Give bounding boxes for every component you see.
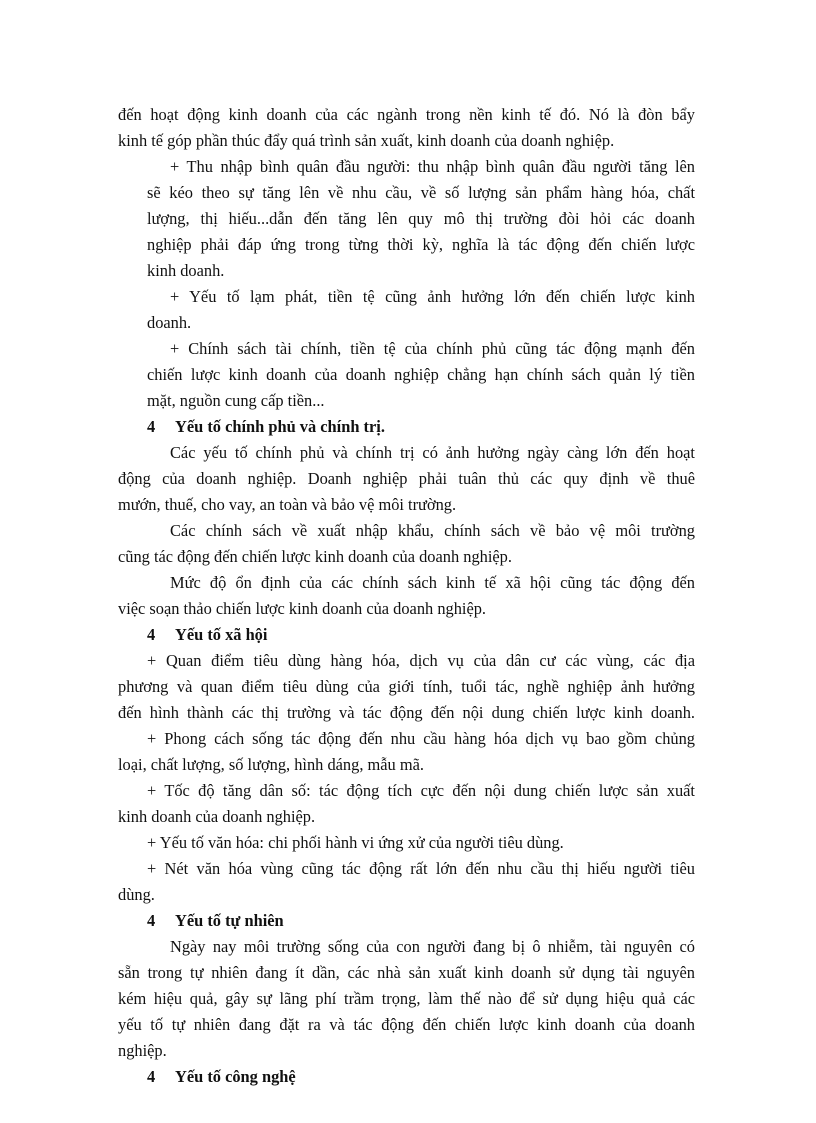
body-text-line: dùng. [118,885,155,904]
body-text-line: kinh doanh. [147,261,225,280]
bullet-item-culture: + Yếu tố văn hóa: chi phối hành vi ứng xử của người tiêu dùng. [147,833,564,852]
section-heading-social [147,622,267,648]
body-text-line: cũng tác động đến chiến lược kinh doanh của doanh nghiệp. [118,547,512,566]
body-text-line: việc soạn thảo chiến lược kinh doanh của doanh nghiệp. [118,599,487,618]
heading-marker: 4 [147,911,156,930]
bullet-item-consumption: + Quan điểm tiêu dùng hàng hóa, dịch vụ của dân cư các vùng, các địa [147,651,695,670]
body-text-line: mặt, nguồn cung cấp tiền... [147,391,325,410]
heading-marker: 4 [147,1067,156,1086]
heading-text: Yếu tố công nghệ [175,1067,296,1086]
heading-marker: 4 [147,417,156,436]
bullet-item-fiscal-policy: + Chính sách tài chính, tiền tệ của chính phủ cũng tác động mạnh đến [170,339,695,358]
body-text-line: loại, chất lượng, số lượng, hình dáng, mẫu mã. [118,755,424,774]
bullet-item-lifestyle: + Phong cách sống tác động đến nhu cầu hàng hóa dịch vụ bao gồm chủng [147,729,695,748]
body-text-line: đến hoạt động kinh doanh của các ngành trong nền kinh tế đó. Nó là đòn bẩy [118,105,695,124]
body-text-line: đến hình thành các thị trường và tác động đến nội dung chiến lược kinh doanh. [118,703,695,722]
section-heading-government [147,414,385,440]
body-text-line: Ngày nay môi trường sống của con người đang bị ô nhiễm, tài nguyên có [170,937,695,956]
body-text-line: yếu tố tự nhiên đang đặt ra và tác động đến chiến lược kinh doanh của doanh [118,1015,695,1034]
body-text-line: Mức độ ổn định của các chính sách kinh tế xã hội cũng tác động đến [170,573,695,592]
section-heading-nature [147,908,284,934]
body-text-line: Các chính sách về xuất nhập khẩu, chính sách về bảo vệ môi trường [170,521,695,540]
bullet-item-regional-culture: + Nét văn hóa vùng cũng tác động rất lớn đến nhu cầu thị hiếu người tiêu [147,859,695,878]
heading-text: Yếu tố xã hội [175,625,268,644]
body-text-line: nghiệp phải đáp ứng trong từng thời kỳ, nghĩa là tác động đến chiến lược [147,235,695,254]
heading-text: Yếu tố tự nhiên [175,911,284,930]
body-text-line: Các yếu tố chính phủ và chính trị có ảnh hưởng ngày càng lớn đến hoạt [170,443,695,462]
body-text-line: sẽ kéo theo sự tăng lên về nhu cầu, về số lượng sản phẩm hàng hóa, chất [147,183,695,202]
body-text-line: nghiệp. [118,1041,167,1060]
body-text-line: mướn, thuế, cho vay, an toàn và bảo vệ môi trường. [118,495,457,514]
body-text-line: sẵn trong tự nhiên đang ít dần, các nhà sản xuất kinh doanh sử dụng tài nguyên [118,963,695,982]
body-text-line: kém hiệu quả, gây sự lãng phí trầm trọng, làm thế nào để sử dụng hiệu quả các [118,989,695,1008]
body-text-line: động của doanh nghiệp. Doanh nghiệp phải tuân thủ các quy định về thuê [118,469,695,488]
bullet-item-income: + Thu nhập bình quân đầu người: thu nhập bình quân đầu người tăng lên [170,157,695,176]
body-text-line: kinh doanh của doanh nghiệp. [118,807,316,826]
body-text-line: lượng, thị hiếu...dẫn đến tăng lên quy mô thị trường đòi hỏi các doanh [147,209,695,228]
bullet-item-inflation: + Yếu tố lạm phát, tiền tệ cũng ảnh hưởng lớn đến chiến lược kinh [170,287,695,306]
body-text-line: phương và quan điểm tiêu dùng của giới tính, tuổi tác, nghề nghiệp ảnh hưởng [118,677,695,696]
body-text-line: kinh tế góp phần thúc đẩy quá trình sản xuất, kinh doanh của doanh nghiệp. [118,131,615,150]
body-text-line: doanh. [147,313,192,332]
bullet-item-population: + Tốc độ tăng dân số: tác động tích cực đến nội dung chiến lược sản xuất [147,781,695,800]
body-text-line: chiến lược kinh doanh của doanh nghiệp chẳng hạn chính sách quản lý tiền [147,365,695,384]
heading-text: Yếu tố chính phủ và chính trị. [175,417,385,436]
heading-marker: 4 [147,625,156,644]
section-heading-technology [147,1064,296,1090]
